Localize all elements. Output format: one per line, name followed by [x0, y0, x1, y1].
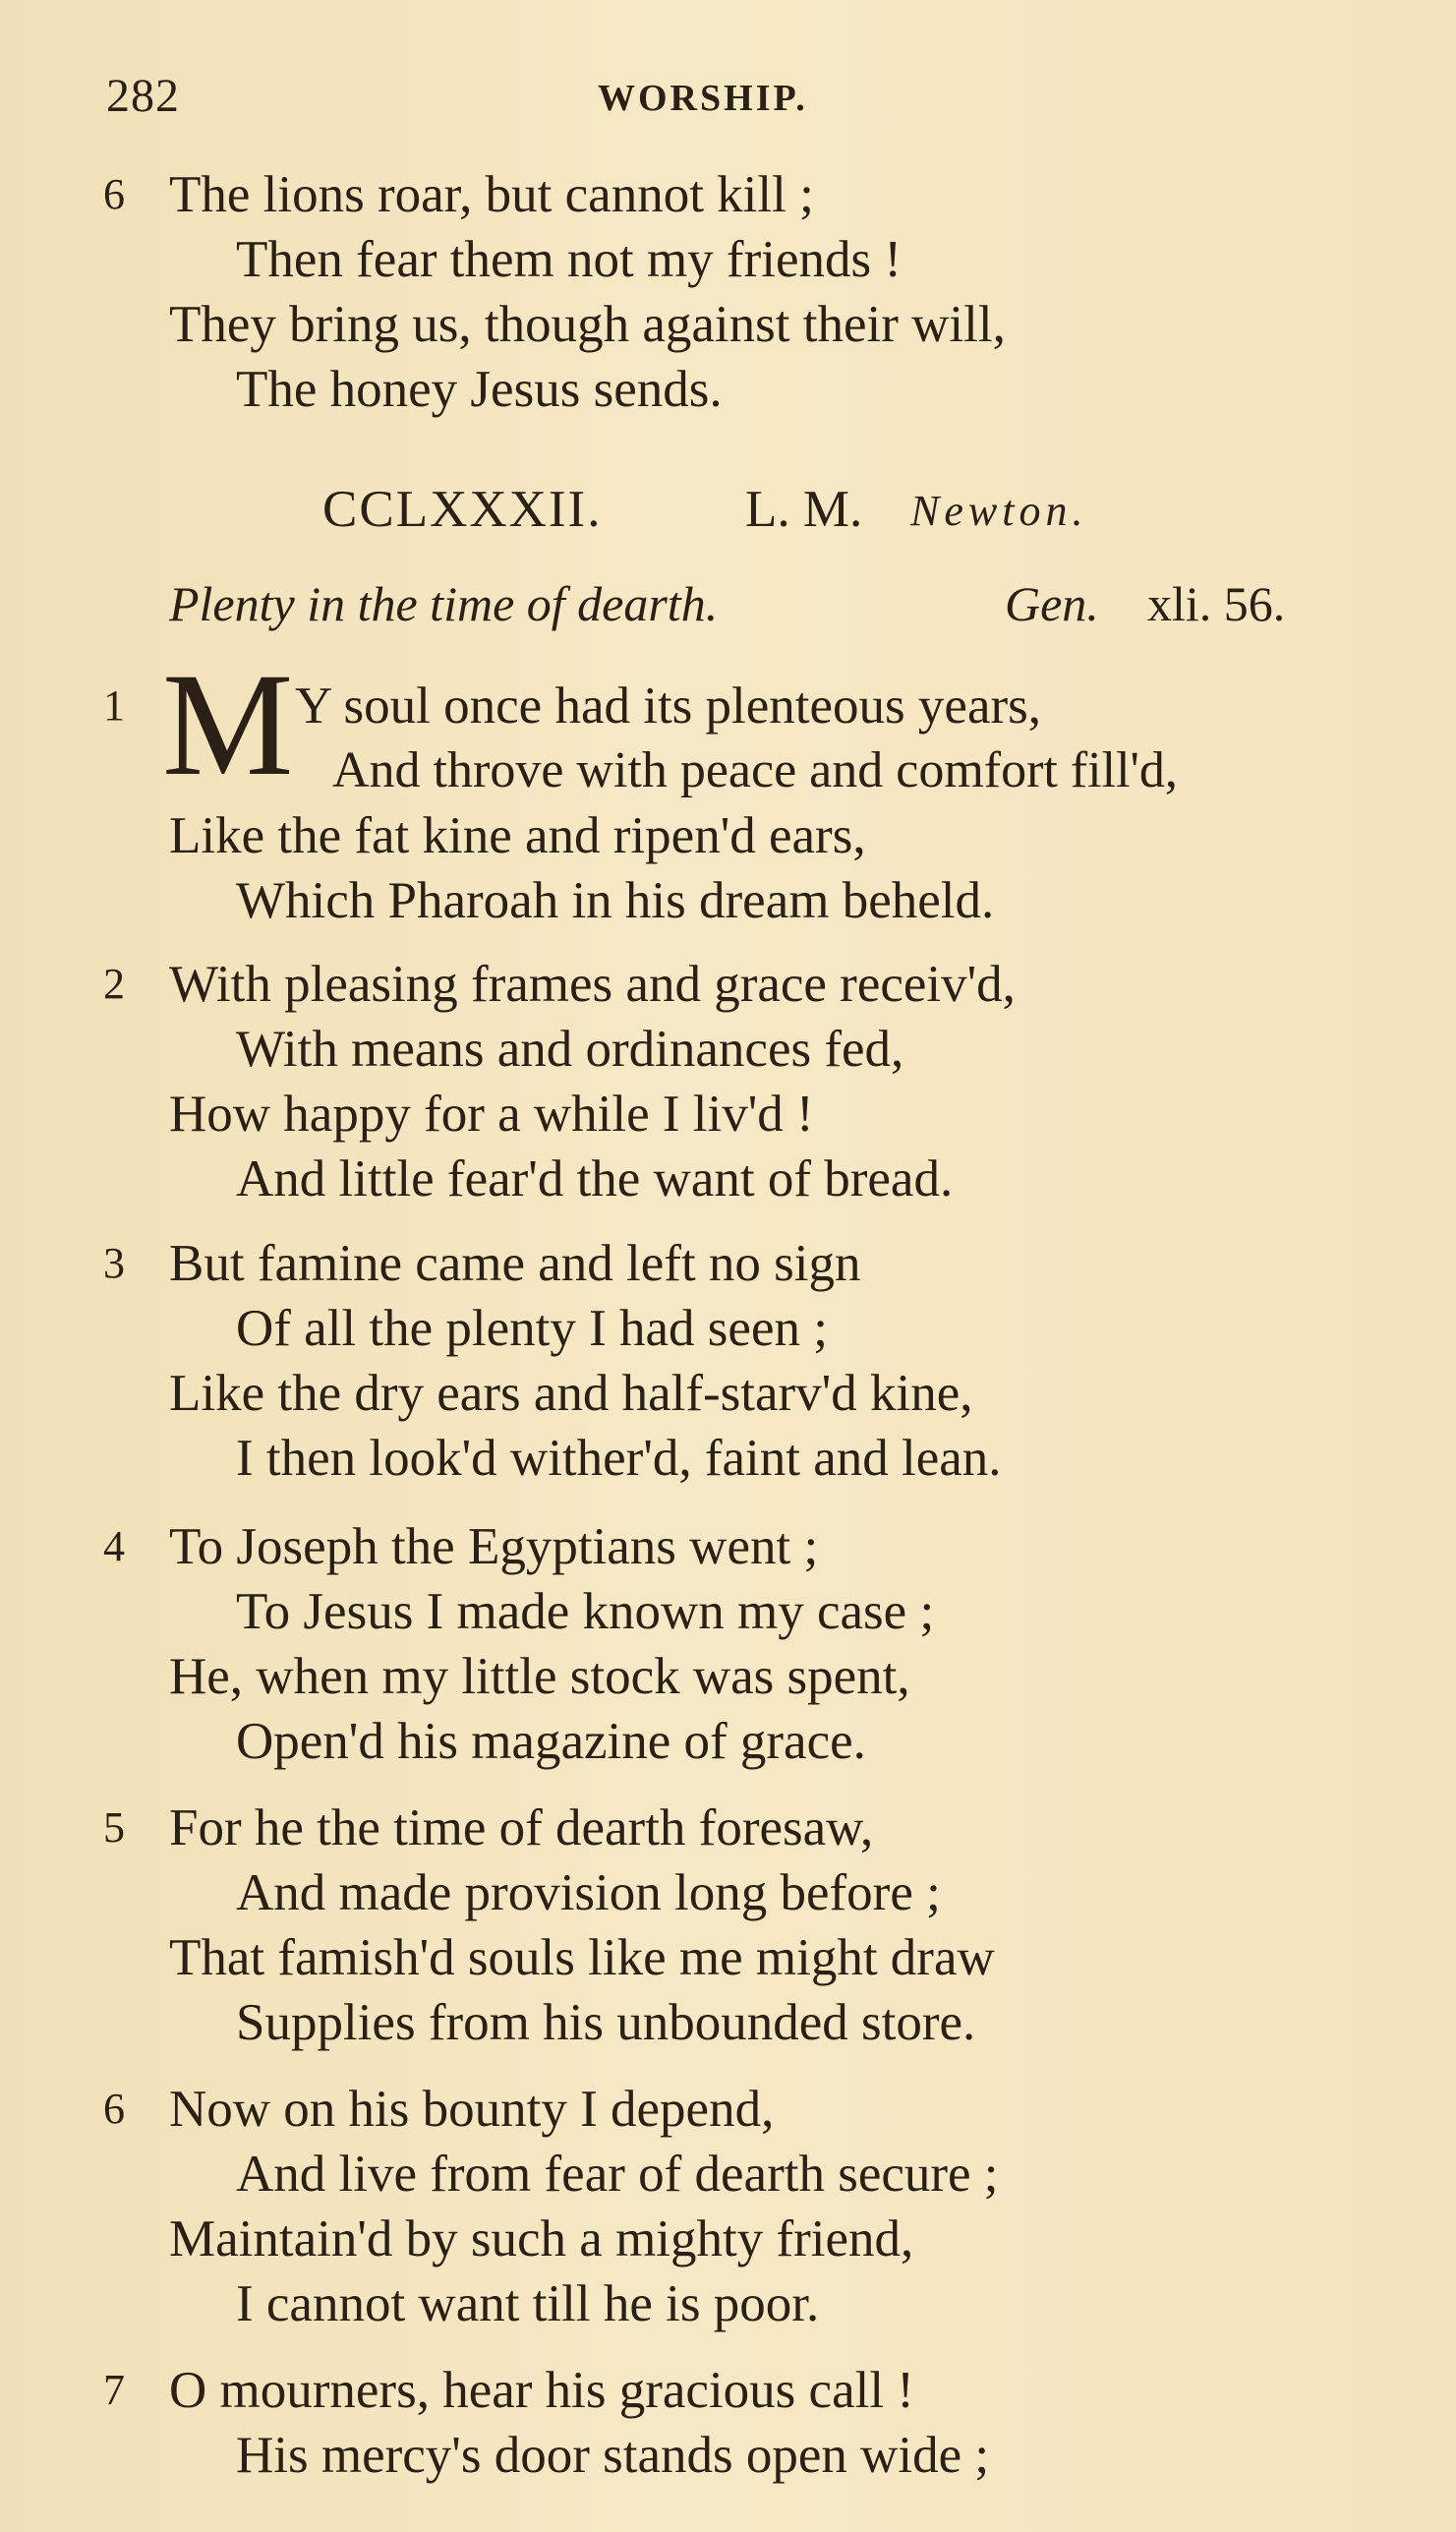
hymn-number: CCLXXXII.	[322, 481, 603, 538]
verse-line: Supplies from his unbounded store.	[236, 1994, 976, 2051]
verse-line: Like the dry ears and half-starv'd kine,	[169, 1365, 973, 1422]
hymn-heading	[322, 480, 1404, 549]
verse-line: The lions roar, but cannot kill ;	[169, 166, 814, 223]
verse-line: That famish'd souls like me might draw	[169, 1929, 995, 1986]
verse-number: 5	[103, 1803, 125, 1852]
verse-line: Now on his bounty I depend,	[169, 2081, 775, 2138]
verse-number: 6	[103, 2085, 125, 2133]
verse-number: 6	[103, 170, 125, 218]
verse-number: 1	[103, 681, 125, 730]
verse-line: With means and ordinances fed,	[236, 1021, 904, 1078]
page-header	[106, 69, 1306, 138]
verse-line: But famine came and left no sign	[169, 1235, 861, 1292]
page-number: 282	[106, 70, 180, 122]
verse-number: 3	[103, 1239, 125, 1287]
verse-line: Of all the plenty I had seen ;	[236, 1300, 828, 1357]
drop-cap: M	[162, 643, 294, 806]
verse-line: Like the fat kine and ripen'd ears,	[169, 807, 866, 864]
verse-line: Maintain'd by such a mighty friend,	[169, 2210, 914, 2267]
running-head: WORSHIP.	[598, 78, 808, 119]
verse-line: His mercy's door stands open wide ;	[236, 2427, 990, 2484]
verse-line: How happy for a while I liv'd !	[169, 1086, 814, 1143]
verse-line: He, when my little stock was spent,	[169, 1648, 910, 1705]
verse-line: I then look'd wither'd, faint and lean.	[236, 1430, 1002, 1487]
scripture-book: Gen.	[1005, 576, 1099, 631]
verse-number: 7	[103, 2366, 125, 2414]
verse-line: To Joseph the Egyptians went ;	[169, 1518, 819, 1575]
verse-line: For he the time of dearth foresaw,	[169, 1799, 874, 1856]
verse-line: Open'd his magazine of grace.	[236, 1713, 866, 1770]
verse-line: To Jesus I made known my case ;	[236, 1583, 935, 1640]
hymn-subtitle	[169, 575, 1349, 644]
verse-line: And little fear'd the want of bread.	[236, 1150, 954, 1207]
verse-number: 4	[103, 1522, 125, 1570]
verse-line: O mourners, hear his gracious call !	[169, 2362, 914, 2419]
verse-line: They bring us, though against their will,	[169, 296, 1006, 353]
verse-line: Y soul once had its plenteous years,	[295, 677, 1042, 735]
scripture-reference: xli. 56.	[1147, 576, 1286, 631]
verse-line: And made provision long before ;	[236, 1864, 941, 1921]
verse-line: With pleasing frames and grace receiv'd,	[169, 956, 1016, 1013]
verse-line: Then fear them not my friends !	[236, 231, 902, 288]
hymn-meter: L. M.	[745, 481, 863, 538]
verse-line: The honey Jesus sends.	[236, 361, 723, 418]
hymn-author: Newton.	[910, 487, 1088, 535]
verse-number: 2	[103, 960, 125, 1008]
subtitle-text: Plenty in the time of dearth.	[169, 576, 719, 631]
verse-line: And live from fear of dearth secure ;	[236, 2146, 999, 2203]
verse-line: I cannot want till he is poor.	[236, 2275, 820, 2332]
verse-line: Which Pharoah in his dream beheld.	[236, 872, 995, 929]
verse-line: And throve with peace and comfort fill'd,	[332, 742, 1178, 798]
